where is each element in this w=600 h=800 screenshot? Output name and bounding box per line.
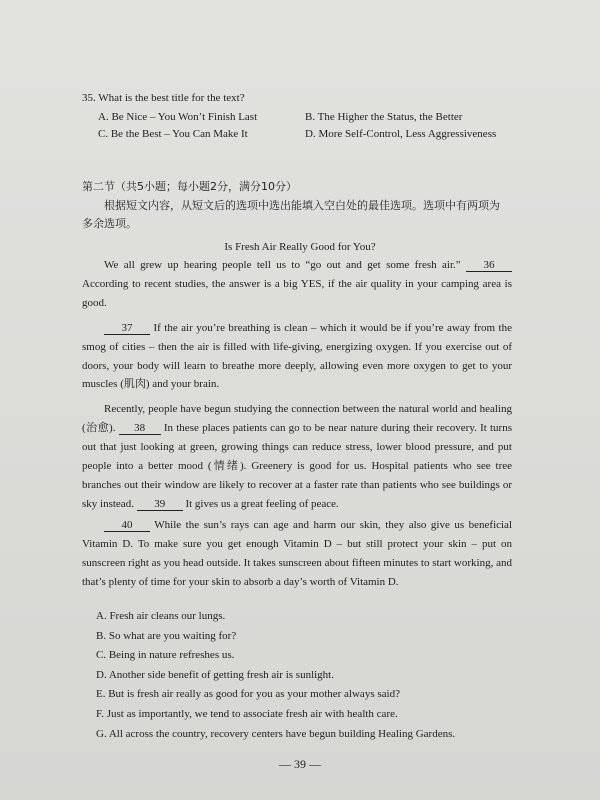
option-a: A. Be Nice – You Won’t Finish Last [98,111,258,123]
option-c: C. Be the Best – You Can Make It [98,128,248,140]
answer-choices [96,607,455,744]
choice-a: A. Fresh air cleans our lungs. [96,610,226,622]
paragraph-3-text-b: In these places patients can go to be near nature during their recovery. It turns out that just looking at green, growing things can reduce stress, lower blood pressure, and put people into a better mood (情绪). Greenery is good for us. Hospital patients who see tree branches out their window are likely to recover at a faster rate than patients who see buildings or sky instead. [82,422,512,510]
passage-body [82,256,512,591]
blank-39: 39 [137,498,183,511]
blank-36: 36 [466,259,512,272]
passage-title: Is Fresh Air Really Good for You? [224,241,376,253]
blank-37: 37 [104,322,150,335]
section-heading: 第二节（共5小题；每小题2分，满分10分） [82,180,297,193]
paragraph-4 [82,516,512,592]
choice-e: E. But is fresh air really as good for you as your mother always said? [96,688,400,701]
paragraph-2 [82,319,512,395]
blank-40: 40 [104,519,150,532]
section-instructions: 根据短文内容，从短文后的选项中选出能填入空白处的最佳选项。选项中有两项为多余选项。 [82,199,500,230]
option-b: B. The Higher the Status, the Better [305,111,463,123]
option-d: D. More Self-Control, Less Aggressiveness [305,128,497,140]
paragraph-1-text-b: According to recent studies, the answer is a big YES, if the air quality in your camping area is good. [82,277,512,309]
paragraph-1-text-a: We all grew up hearing people tell us to “go out and get some fresh air.” [104,259,466,271]
paragraph-2-text: If the air you’re breathing is clean – which it would be if you’re away from the smog of cities – then the air is filled with life-giving, energizing oxygen. If you exercise out of doors, your body will learn to breathe more deeply, allowing even more oxygen to get to your muscles (肌肉) and your brain. [82,321,512,391]
choice-g: G. All across the country, recovery centers have begun building Healing Gardens. [96,727,456,740]
question-35-stem: 35. What is the best title for the text? [82,92,245,104]
paragraph-3-text-a: Recently, people have begun studying the connection between the natural world and healing (治愈). [82,403,512,435]
page-number: — 39 — [279,757,321,771]
paragraph-4-text: While the sun’s rays can age and harm our skin, they also give us beneficial Vitamin D. To make sure you get enough Vitamin D – but still protect your skin – put on sunscreen right as you head outside. It takes sunscreen about fifteen minutes to start working, and that’s plenty of time for your skin to absorb a day’s worth of Vitamin D. [82,518,512,588]
choice-d: D. Another side benefit of getting fresh air is sunlight. [96,668,334,681]
paragraph-1 [82,256,512,313]
question-35 [82,92,522,140]
question-35-options [82,111,522,140]
choice-b: B. So what are you waiting for? [96,629,237,642]
paragraph-3 [82,400,512,513]
choice-f: F. Just as importantly, we tend to associate fresh air with health care. [96,707,398,720]
paragraph-3-text-c: It gives us a great feeling of peace. [182,497,339,510]
choice-c: C. Being in nature refreshes us. [96,649,235,662]
blank-38: 38 [119,422,161,435]
